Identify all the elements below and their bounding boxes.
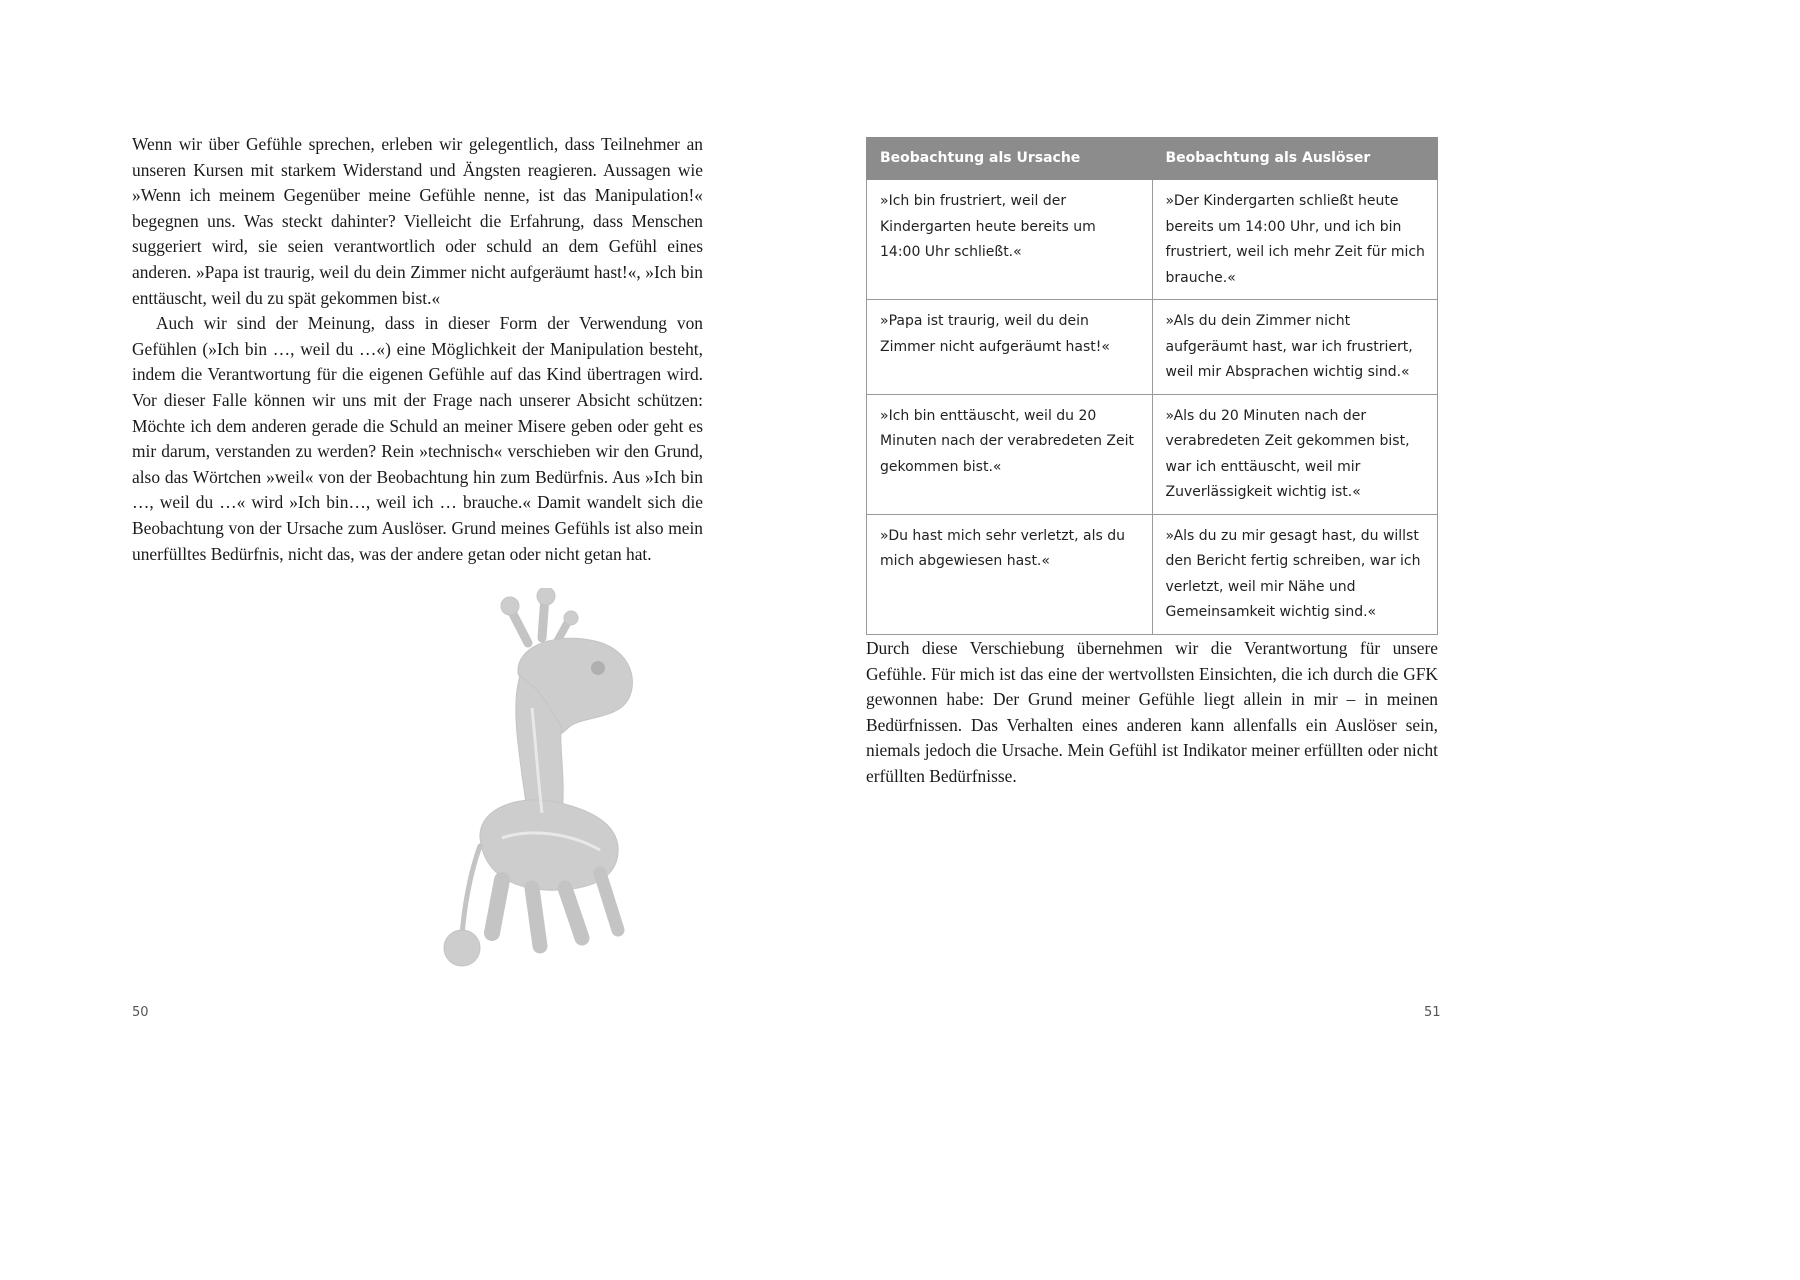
- page-number-left: 50: [132, 1005, 149, 1020]
- header-cause: Beobachtung als Ursache: [867, 138, 1153, 180]
- table-header-row: [867, 138, 1438, 180]
- table-cell: »Als du zu mir gesagt hast, du willst den Bericht fertig schreiben, war ich verletzt, weil mir Nähe und Gemeinsamkeit wichtig sind.«: [1152, 514, 1438, 634]
- table-cell: »Als du dein Zimmer nicht aufgeräumt hast, war ich frustriert, weil mir Absprachen wichtig sind.«: [1152, 300, 1438, 395]
- table-row: [867, 394, 1438, 514]
- table-cell: »Als du 20 Minuten nach der verabredeten Zeit gekommen bist, war ich enttäuscht, weil mir Zuverlässigkeit wichtig ist.«: [1152, 394, 1438, 514]
- left-body-text: [132, 132, 703, 567]
- left-paragraph-2: Auch wir sind der Meinung, dass in dieser Form der Verwendung von Gefühlen (»Ich bin …, weil du …«) eine Möglichkeit der Manipulation besteht, indem die Verantwortung für die eigenen Gefühle auf das Kind übertragen wird. Vor dieser Falle können wir uns mit der Frage nach unserer Absicht schützen: Möchte ich dem anderen gerade die Schuld an meiner Misere geben oder geht es mir darum, verstanden zu werden? Rein »technisch« verschieben wir den Grund, also das Wörtchen »weil« von der Beobachtung hin zum Bedürfnis. Aus »Ich bin …, weil du …« wird »Ich bin…, weil ich … brauche.« Damit wandelt sich die Beobachtung von der Ursache zum Auslöser. Grund meines Gefühls ist also mein unerfülltes Bedürfnis, nicht das, was der andere getan oder nicht getan hat.: [132, 313, 703, 564]
- left-paragraph-1: Wenn wir über Gefühle sprechen, erleben wir gelegentlich, dass Teilnehmer an unseren Kursen mit starkem Widerstand und Ängsten reagieren. Aussagen wie »Wenn ich meinem Gegenüber meine Gefühle nenne, ist das Manipulation!« begegnen uns. Was steckt dahinter? Vielleicht die Erfahrung, dass Menschen suggeriert wird, sie seien verantwortlich oder schuld an dem Gefühl eines anderen. »Papa ist traurig, weil du dein Zimmer nicht aufgeräumt hast!«, »Ich bin enttäuscht, weil du zu spät gekommen bist.«: [132, 134, 703, 308]
- right-paragraph: Durch diese Verschiebung übernehmen wir die Verantwortung für unsere Gefühle. Für mich ist das eine der wertvollsten Einsichten, die ich durch die GFK gewonnen habe: Der Grund meiner Gefühle liegt allein in mir – in meinen Bedürfnissen. Das Verhalten eines anderen kann allenfalls ein Auslöser sein, niemals jedoch die Ursache. Mein Gefühl ist Indikator meiner erfüllten oder nicht erfüllten Bedürfnisse.: [866, 638, 1438, 786]
- table-row: [867, 300, 1438, 395]
- table-cell: »Ich bin frustriert, weil der Kindergarten heute bereits um 14:00 Uhr schließt.«: [867, 180, 1153, 300]
- left-page: [0, 0, 784, 1103]
- table-cell: »Papa ist traurig, weil du dein Zimmer nicht aufgeräumt hast!«: [867, 300, 1153, 395]
- table-cell: »Du hast mich sehr verletzt, als du mich abgewiesen hast.«: [867, 514, 1153, 634]
- table-cell: »Ich bin enttäuscht, weil du 20 Minuten nach der verabredeten Zeit gekommen bist.«: [867, 394, 1153, 514]
- right-page: [784, 0, 1568, 1103]
- header-trigger: Beobachtung als Auslöser: [1152, 138, 1438, 180]
- table-row: [867, 180, 1438, 300]
- table-cell: »Der Kindergarten schließt heute bereits um 14:00 Uhr, und ich bin frustriert, weil ich mehr Zeit für mich brauche.«: [1152, 180, 1438, 300]
- right-body-text: [866, 636, 1438, 790]
- page-number-right: 51: [1424, 1005, 1441, 1020]
- table-row: [867, 514, 1438, 634]
- comparison-table: [866, 137, 1438, 635]
- giraffe-drawing-icon: [440, 588, 660, 983]
